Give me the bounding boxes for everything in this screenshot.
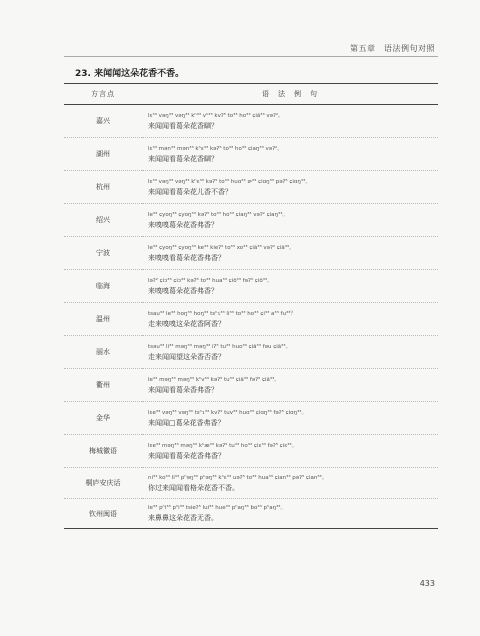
example-sentence-cell bbox=[142, 105, 438, 138]
dialect-place: 梅城徽语 bbox=[64, 435, 142, 468]
ipa-transcription: lɛe³³ məŋ³³ məŋ³³ kʰæ³³ kəʔ⁵ tu³³ ho³³ ɕiɛ³³ fəʔ⁵ ɕiɛ³³。 bbox=[148, 442, 298, 449]
table-row bbox=[64, 237, 438, 270]
ipa-transcription: le³³ məŋ³³ məŋ³³ kʰv³³ kəʔ⁵ tu³³ ɕiã³³ fəʔ⁵ ɕiã³³。 bbox=[148, 376, 280, 383]
dialect-place: 桐庐安庆话 bbox=[64, 468, 142, 499]
example-sentence-cell bbox=[142, 204, 438, 237]
example-sentence-cell bbox=[142, 468, 438, 499]
chinese-sentence: 来嗅嗅看葛朵花香弗香？ bbox=[148, 253, 225, 262]
ipa-transcription: le³³ ɕyoŋ³³ ɕyoŋ³³ kəʔ⁵ to³³ ho³³ ɕiaŋ³³ vəʔ² ɕiaŋ³³。 bbox=[148, 211, 288, 218]
dialect-place: 宁波 bbox=[64, 237, 142, 270]
header-sentence: 语 法 例 句 bbox=[142, 84, 438, 105]
table-header-row bbox=[64, 84, 438, 105]
chinese-sentence: 来嗅嗅葛朵花香弗香？ bbox=[148, 286, 218, 295]
chinese-sentence: 你过来闻闻看格朵花香不香。 bbox=[148, 483, 239, 492]
dialect-place: 杭州 bbox=[64, 171, 142, 204]
chinese-sentence: 走来嗅嗅这朵花香阿香？ bbox=[148, 319, 225, 328]
ipa-transcription: tsəu³³ li³³ məŋ³³ məŋ³³ iʔ⁵ tu³³ huo³³ ɕiã³³ fəu ɕiã³³。 bbox=[148, 343, 292, 350]
table-row bbox=[64, 204, 438, 237]
example-sentence-cell bbox=[142, 499, 438, 529]
chinese-sentence: 来闻闻看葛朵花香瞓？ bbox=[148, 154, 218, 163]
table-row bbox=[64, 270, 438, 303]
header-place: 方言点 bbox=[64, 84, 142, 105]
chinese-sentence: 来闻闻看葛朵花香弗香？ bbox=[148, 451, 225, 460]
ipa-transcription: le³³ pʰi³³ pʰi³³ tsieʔ⁵ lui³³ hue³³ pʰaŋ³³ bo³³ pʰaŋ³³。 bbox=[148, 505, 287, 511]
example-sentence-cell bbox=[142, 402, 438, 435]
ipa-transcription: tsau³³ le³³ hoŋ³³ hoŋ³³ tsʰɿ³³ li³³ to³³ ho³³ ɕi³³ a³³ fu³³？ bbox=[148, 310, 296, 317]
dialect-place: 温州 bbox=[64, 303, 142, 336]
ipa-transcription: lɛe³³ vəŋ³³ vəŋ³³ tsʰɿ³³ kvʔ⁵ tuv³³ huɑ³³ ɕiɑŋ³³ fəʔ⁵ ɕiɑŋ³³。 bbox=[148, 409, 308, 416]
ipa-transcription: le³³ ɕyoŋ³³ ɕyoŋ³³ ke³³ kieʔ⁵ to³³ xo³³ ɕiã³³ vəʔ² ɕiã³³。 bbox=[148, 244, 295, 251]
table-row bbox=[64, 468, 438, 499]
example-sentence-cell bbox=[142, 237, 438, 270]
example-sentence-cell bbox=[142, 138, 438, 171]
dialect-place: 金华 bbox=[64, 402, 142, 435]
table-row bbox=[64, 402, 438, 435]
chinese-sentence: 来闻闻□葛朵花香弗香？ bbox=[148, 418, 225, 427]
chapter-header: 第五章 语法例句对照 bbox=[350, 44, 435, 53]
dialect-place: 嘉兴 bbox=[64, 105, 142, 138]
example-sentence-cell bbox=[142, 303, 438, 336]
table-row bbox=[64, 336, 438, 369]
table-row bbox=[64, 369, 438, 402]
chinese-sentence: 来闻闻看葛朵花香瞓？ bbox=[148, 121, 218, 130]
dialect-place: 钦州闽语 bbox=[64, 499, 142, 529]
page-number: 433 bbox=[419, 579, 435, 588]
header-rule bbox=[64, 56, 438, 57]
dialect-place: 临海 bbox=[64, 270, 142, 303]
table-row bbox=[64, 138, 438, 171]
dialect-table bbox=[64, 83, 438, 529]
example-sentence-cell bbox=[142, 435, 438, 468]
dialect-place: 湖州 bbox=[64, 138, 142, 171]
chinese-sentence: 来鼻鼻这朵花香无香。 bbox=[148, 514, 218, 522]
ipa-transcription: ləʔ² ɕiɔ³³ ɕiɔ³³ kəʔ⁵ to³³ hua³³ ɕiõ³³ fəʔ⁵ ɕiõ³³。 bbox=[148, 277, 273, 284]
chinese-sentence: 来嗅嗅葛朵花香弗香？ bbox=[148, 220, 218, 229]
ipa-transcription: lɛ³³ mən³³ mən³³ kʰɛ³³ kəʔ⁵ to³³ ho³³ ɕiaŋ³³ vəʔ²。 bbox=[148, 145, 283, 152]
dialect-place: 衢州 bbox=[64, 369, 142, 402]
chinese-sentence: 来闻闻看葛朵香弗香？ bbox=[148, 385, 218, 394]
example-sentence-cell bbox=[142, 171, 438, 204]
table-row bbox=[64, 435, 438, 468]
dialect-place: 丽水 bbox=[64, 336, 142, 369]
table-row bbox=[64, 171, 438, 204]
table-row bbox=[64, 303, 438, 336]
chinese-sentence: 走来闻闻望这朵香否香？ bbox=[148, 352, 225, 361]
example-sentence-cell bbox=[142, 270, 438, 303]
chinese-sentence: 来闻闻看葛朵花儿香不香？ bbox=[148, 187, 232, 196]
section-title: 23. 来闻闻这朵花香不香。 bbox=[75, 69, 185, 79]
dialect-place: 绍兴 bbox=[64, 204, 142, 237]
ipa-transcription: ni³³ ko³³ li³³ pʰəŋ³³ pʰəŋ³³ kʰɛ³³ uəʔ⁵ to³³ hua³³ ɕian³³ pəʔ⁵ ɕian³³。 bbox=[148, 474, 328, 481]
example-sentence-cell bbox=[142, 369, 438, 402]
ipa-transcription: lɛ³³ vəŋ³³ vəŋ³³ kʰɛ³³ kəʔ⁵ to³³ huɑ³³ ɚ³³ ɕiɑŋ³³ pəʔ⁵ ɕiɑŋ³³。 bbox=[148, 178, 311, 185]
example-sentence-cell bbox=[142, 336, 438, 369]
table-row bbox=[64, 499, 438, 529]
ipa-transcription: lɛ³³ vəŋ³³ vəŋ³³ kʰ³³ vʰ³³ kvʔ⁵ to³³ ho³³ ɕiã³³ vəʔ²。 bbox=[148, 112, 284, 119]
table-row bbox=[64, 105, 438, 138]
